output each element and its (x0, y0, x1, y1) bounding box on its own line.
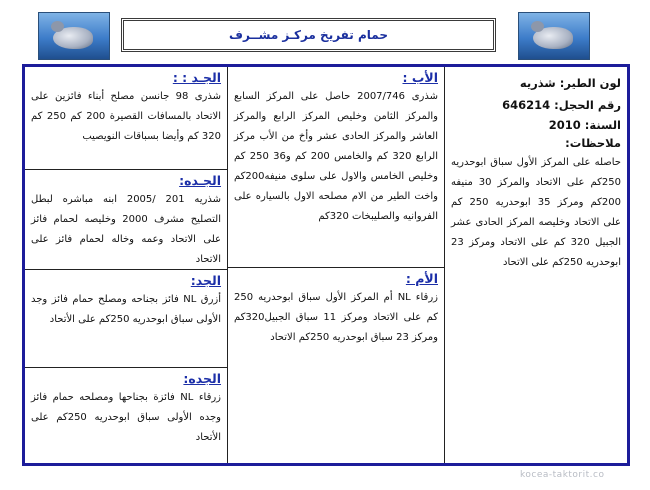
grandparents-column (25, 67, 227, 463)
bird-info-column (445, 67, 627, 463)
grandfather-paternal-cell (25, 67, 227, 169)
father-cell (228, 67, 444, 267)
grandfather-maternal-cell (25, 269, 227, 367)
pigeon-head-shape (531, 21, 544, 32)
grandmother-paternal-text: شذريه 201 /2005 ابنه مباشره لبطل التصليح مشرف 2000 وخليصه لحمام فائز على الاتحاد وعمه وخاله لحمام فائز على الاتحاد (31, 194, 222, 265)
grandfather-maternal-heading: الجد: (190, 273, 221, 288)
grandfather-maternal-text: أزرق NL فائز بجناحه ومصلح حمام فائز وجد الأولى سباق ابوحدريه 250كم على الأتحاد (31, 294, 221, 325)
pigeon-photo-right (518, 12, 590, 60)
pedigree-frame (22, 64, 630, 466)
grandfather-paternal-text: شذرى 98 جانسن مصلح أبناء فائزين على الاتحاد بالمسافات القصيرة 200 كم 250 كم 320 كم وأيضا بسباقات النويصيب (31, 91, 221, 142)
bird-info-cell (445, 69, 627, 275)
parents-column (227, 67, 445, 463)
grandmother-paternal-heading: الجـده: (179, 173, 221, 188)
mother-heading: الأم : (405, 271, 438, 286)
father-heading: الأب : (402, 70, 438, 85)
grandmother-maternal-heading: الجده: (183, 371, 221, 386)
notes-text: حاصله على المركز الأول سباق ابوحدريه 250كم على الاتحاد والمركز 30 منيفه 200كم ومركز 35 ابوحدريه 250 كم على الاتحاد وخليصه المركز الحادى عشر الجبيل 320 كم على الاتحاد ومركز 23 ابوحدريه 250كم على الاتحاد (451, 157, 621, 268)
bird-ring-number: رقم الحجل: 646214 (502, 98, 621, 112)
mother-text: زرقاء NL أم المركز الأول سباق ابوحدريه 250 كم على الاتحاد ومركز 11 سباق الجبيل320كم ومركز 23 سباق ابوحدريه 250كم الاتحاد (234, 292, 438, 343)
mother-cell (228, 267, 444, 463)
page-title: حمام تفريخ مركـز مشــرف (121, 18, 496, 52)
bird-color: لون الطير: شذريه (519, 76, 621, 90)
notes-heading: ملاحظات: (565, 136, 621, 150)
pigeon-head-shape (51, 21, 64, 32)
grandmother-paternal-cell (25, 169, 227, 269)
pigeon-photo-left (38, 12, 110, 60)
grandmother-maternal-cell (25, 367, 227, 463)
father-text: شذرى 2007/746 حاصل على المركز السابع والمركز الثامن وخليص المركز الرابع والمركز العاشر والمركز الحادى عشر وأخ من الأب مركز الرابع 320 كم والخامس 200 كم و36 250 كم وخليص الخامس والاول على سلوى منيفه200كم واخت الطير من الام مصلحه الاول بالسياره على الفروانيه والصليبخات 320كم (234, 91, 439, 222)
watermark-text: kocea-taktorit.co (520, 470, 605, 480)
grandfather-paternal-heading: الجـد : : (172, 70, 221, 85)
bird-year: السنة: 2010 (548, 118, 621, 132)
grandmother-maternal-text: زرقاء NL فائزة بجناحها ومصلحه حمام فائز وجده الأولى سباق ابوحدريه 250كم على الأتحاد (31, 392, 222, 443)
